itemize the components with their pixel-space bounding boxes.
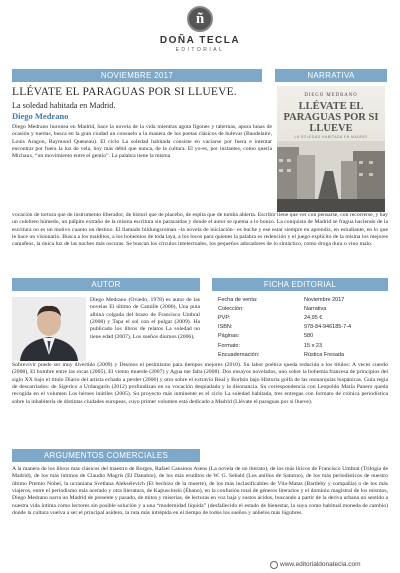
author-section-bar: AUTOR bbox=[12, 278, 200, 291]
table-row: PVP: 24,95 € bbox=[218, 314, 323, 321]
cover-subtitle: LA SOLEDAD HABITADA EN MADRID bbox=[294, 135, 368, 139]
publisher-logo bbox=[0, 6, 400, 53]
globe-icon bbox=[270, 561, 278, 569]
cover-title: LLÉVATE EL PARAGUAS POR SI LLUEVE bbox=[283, 101, 379, 134]
synopsis-paragraph-top: Diego Medrano huronea en Madrid, hace la novela de la vida mientras agota fígones y tabernas, apura lunas de ocasión y tuertas, busca en la gran ciudad un consuelo a la manera de los poetas clásicos de bulevar (Baudelaire, Louis Aragon, Raymond Queneau). El ciclo La soledad habitada consiste en vaciarse por fuera e intentar encontrar por fuera la luz de vela, hoy más débil que nunca, de la cultura. El yo-es, por instantes, como quería Michaux, “un movimiento entre el gentío”. La palabra tiene la misma bbox=[12, 124, 272, 160]
genre-section-bar: NARRATIVA bbox=[275, 69, 387, 82]
book-title: LLÉVATE EL PARAGUAS POR SI LLUEVE. bbox=[12, 86, 237, 98]
publisher-subtitle: EDITORIAL bbox=[175, 47, 225, 53]
website-link[interactable]: www.editorialdonatecla.com bbox=[280, 561, 361, 568]
publishing-info-table bbox=[216, 295, 394, 359]
table-row: Páginas: 580 bbox=[218, 333, 314, 340]
table-row: Fecha de venta: Noviembre 2017 bbox=[218, 296, 345, 303]
table-row: Colección: Narrativa bbox=[218, 305, 327, 312]
author-bio-top: Diego Medrano (Oviedo, 1978) es autor de las novelas El último de Camille (2006), Una puta albina colgada del brazo de Francisco Umbral (2008) y Tapa el sol con el pulgar (2009). Ha publicado los libros de relatos La soledad no tiene edad (2007), Los sueños diurnos (2006), bbox=[90, 297, 200, 340]
table-row: ISBN: 978-84-946185-7-4 bbox=[218, 324, 352, 331]
date-section-bar: NOVIEMBRE 2017 bbox=[12, 69, 262, 82]
book-cover-image bbox=[277, 86, 385, 212]
cover-author: DIEGO MEDRANO bbox=[304, 93, 358, 98]
cover-street-photo bbox=[277, 141, 385, 212]
publishing-info-section-bar: FICHA EDITORIAL bbox=[212, 278, 388, 291]
book-author: Diego Medrano bbox=[12, 111, 69, 121]
publisher-name: DOÑA TECLA bbox=[159, 35, 241, 46]
table-row: Formato: 15 x 23 bbox=[218, 342, 323, 349]
author-photo bbox=[12, 297, 86, 361]
table-row: Encuadernación: Rústica Fresada bbox=[218, 351, 345, 358]
commercial-arguments-text: A la manera de los libros más clásicos del maestro de Borges, Rafael Cansinos Asens (La novela de un literato), de los más líricos de Francisco Umbral (Trilogía de Madrid), de los más íntimos de Claudio Magris (El Danubio), de los más eruditos de W. G. Sebald (Los anillos de Saturno), de los más periodísticos de nuestro último Premio Nobel, la ucraniana Svetlana Alekséievich (El hechizo de la muerte), de los más inclasificables de Vila-Matas (Bartleby y compañía) o de los más viajeros, entre el periodismo más acerado y otra literatura, de Kapuscinski (Ébano), en la confusión total de géneros literarios y el dominio magistral de los mismos, Diego Medrano narra un Madrid de presente y pasado, de mitos y miserias, de lecturas en voz baja y sustos ácidos, buscando a partir de la deriva urbana un sentido a nuestra vida íntima como lectores sin posible solución y a una “modernidad líquida” (desfallecido el estado de bienestar, la suya como habitual moneda de cambio) donde la cultura vuelva a ser el principal asidero, la ruta más intrépida en el tiempo de todos los sueños y anhelos más lúgubres. bbox=[12, 466, 388, 517]
synopsis-paragraph-bottom: vocación de tortura que de instrumento liberador, de bisturí que de placebo, de espita que de tumba abierta. Escribir tiene que ver con pensarse, con recorrerse, y hay un culebreo húmedo, un pálpito extraño de la misma escritura sin paracaídas y donde el autor se quema a lo bonzo. La conquista de Madrid se fragua haciendo de la escritura no es un motivo cuanto un destino. El llamado bildungsroman –la novela de iniciación– es buche y ese estar siempre en aprendiz, en estudiante, en lo que le hace un visionario. Busca a los malditos, a los bohemios de toda laya, a los locos para quienes la palabra es redención y el juego explícito de la misma los mejores camafeos, la única luz de las noches más oscuras. Se buscan los círculos intelectuales, los pequeños adoradores de lo sintáctico, como droga dura o vino malo. bbox=[12, 212, 388, 248]
book-subtitle: La soledad habitada en Madrid. bbox=[12, 101, 116, 110]
author-bio-bottom: Sobrevivir puede ser muy divertido (2009) y Desmos el pesimismo para tiempos mejores (2010). Su labor poética queda reducida a los títulos: A veces cuerdo (2008), El hombre entre las rocas (2005), El viento muerde (2007) y Agua me falta (2008). Dos ensayos novelados, uno sobre la bohemia francesa de principios del siglo XX bajo el título Diario del artista echado a perder (2006) y otro sobre el extravío Real y Borbón bajo Historia golfa de las monarquías hispánicas. Guía regia de descarriados: de Sigerico a Urdangarín (2012) profundizan en su vocación despiadada y la disonancia. Su correspondencia con Leopoldo María Panero queda recogida en el volumen Los héroes inútiles (2005). Su proyecto más inminente es el ciclo La soledad habitada, tres entregas con formato de crónica periodística sobre la inhabitería de distintas ciudades europeas, cuyo primer volumen está dedicado a Madrid (Llévate el paraguas por si llueve). bbox=[12, 362, 388, 405]
publisher-seal-icon bbox=[187, 6, 213, 32]
commercial-arguments-section-bar: ARGUMENTOS COMERCIALES bbox=[12, 449, 200, 462]
logo-mark: ñ bbox=[195, 11, 205, 27]
